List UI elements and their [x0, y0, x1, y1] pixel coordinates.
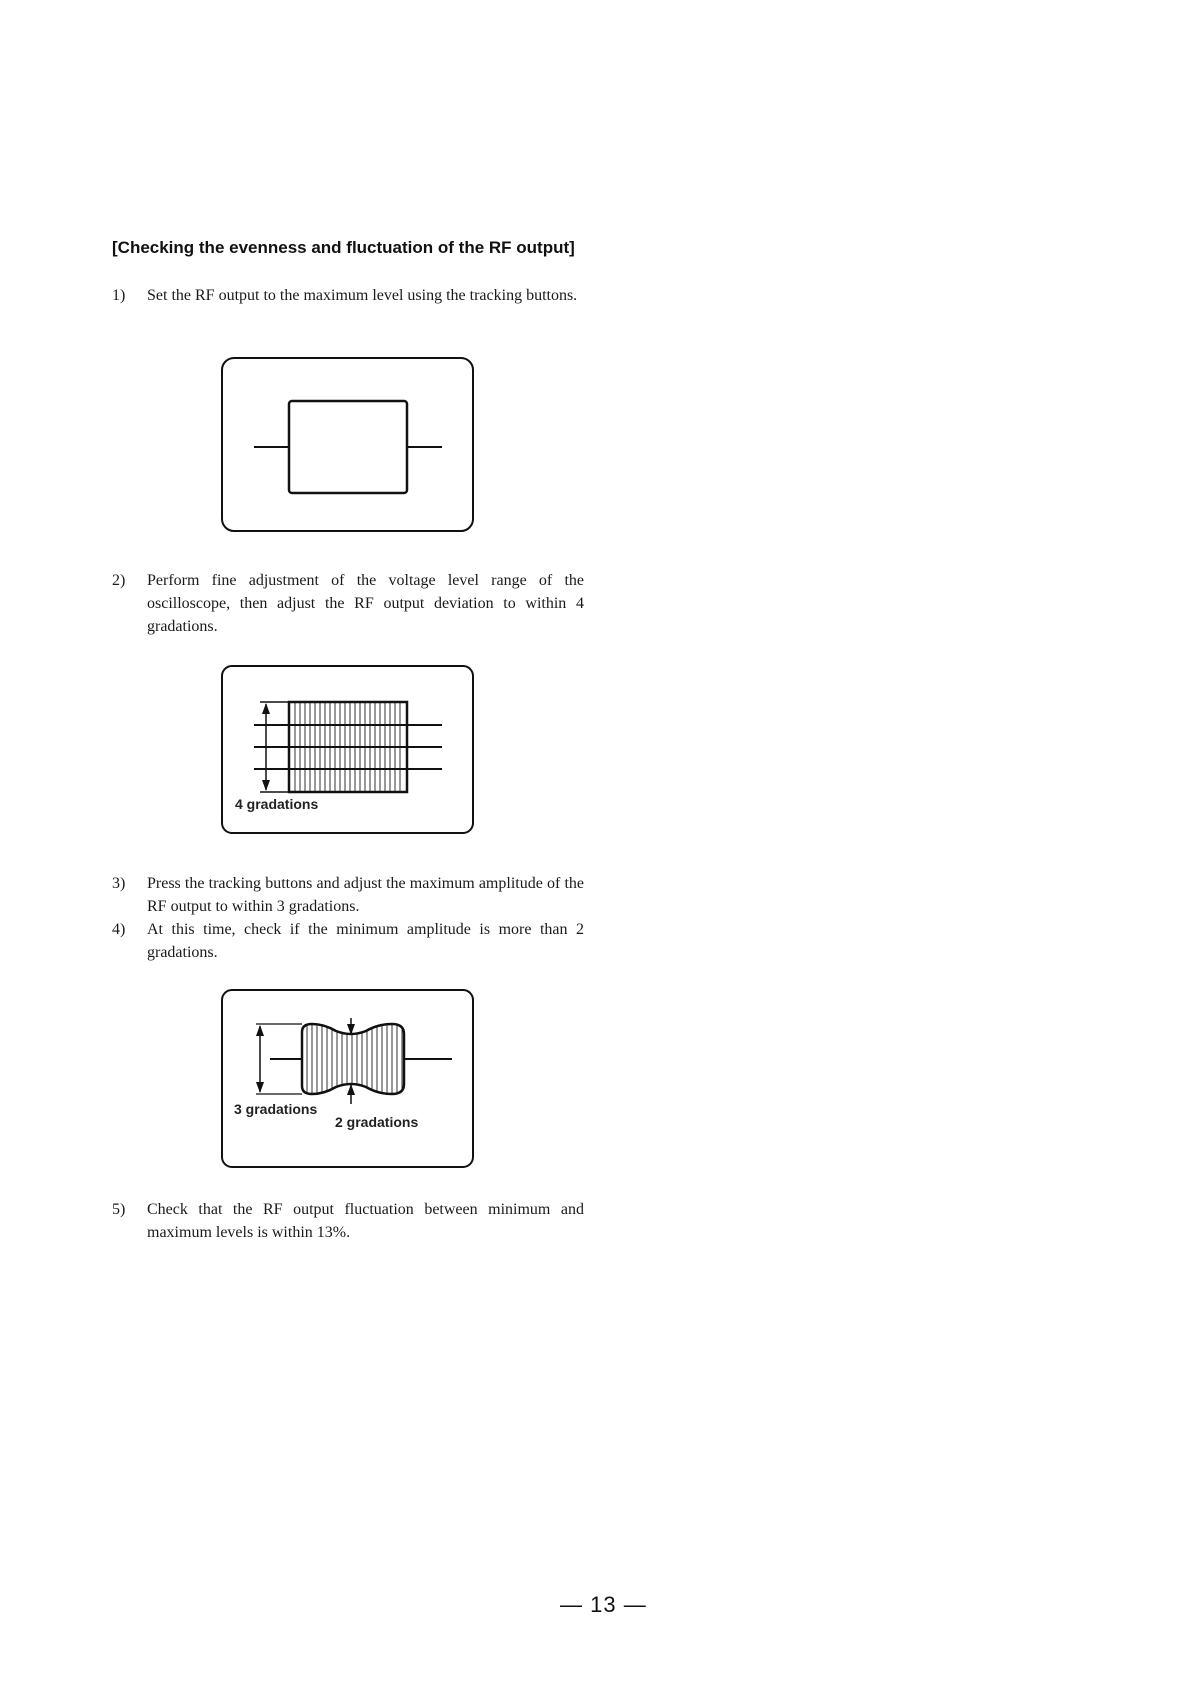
- step-number: 5): [112, 1201, 126, 1218]
- step-3: [112, 872, 584, 918]
- step-2: [112, 569, 584, 638]
- figure-max-level-waveform: [220, 356, 476, 534]
- step-text: Press the tracking buttons and adjust the maximum amplitude of the RF output to within 3 gradations.: [147, 875, 584, 915]
- figure-three-two-gradations: [220, 988, 476, 1170]
- page-number: — 13 —: [560, 1592, 647, 1617]
- figure-label-2-gradations: 2 gradations: [335, 1114, 419, 1130]
- step-4: [112, 918, 584, 964]
- step-text: At this time, check if the minimum amplitude is more than 2 gradations.: [147, 921, 584, 961]
- step-number: 4): [112, 921, 126, 938]
- step-5: [112, 1198, 584, 1244]
- step-text: Set the RF output to the maximum level using the tracking buttons.: [147, 287, 578, 304]
- step-number: 3): [112, 875, 126, 892]
- step-1: [112, 284, 584, 307]
- step-number: 1): [112, 287, 126, 304]
- step-number: 2): [112, 572, 126, 589]
- figure-label-4-gradations: 4 gradations: [235, 796, 319, 812]
- figure-label-3-gradations: 3 gradations: [234, 1101, 318, 1117]
- section-heading: [Checking the evenness and fluctuation of the RF output]: [112, 238, 575, 257]
- step-text: Check that the RF output fluctuation between minimum and maximum levels is within 13%.: [147, 1201, 584, 1241]
- figure-four-gradations: [220, 664, 476, 836]
- step-text: Perform fine adjustment of the voltage level range of the oscilloscope, then adjust the RF output deviation to within 4 gradations.: [147, 572, 584, 635]
